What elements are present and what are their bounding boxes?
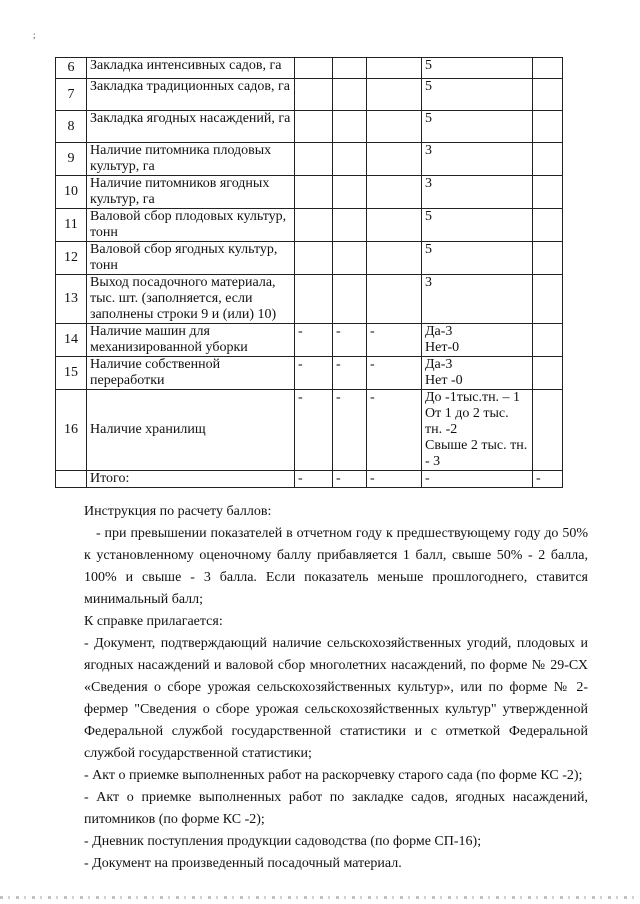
row-value-c2: - xyxy=(333,357,367,390)
instruction-title: Инструкция по расчету баллов: xyxy=(84,504,272,519)
row-score: 5 xyxy=(422,242,533,275)
row-number xyxy=(56,471,87,488)
row-value-c3 xyxy=(367,275,422,324)
row-number: 11 xyxy=(56,209,87,242)
row-value-c2 xyxy=(333,58,367,79)
row-score: 5 xyxy=(422,58,533,79)
table-row xyxy=(56,242,563,275)
table-row xyxy=(56,58,563,79)
row-value-c3: - xyxy=(367,324,422,357)
row-value-c5 xyxy=(533,242,563,275)
row-number: 9 xyxy=(56,143,87,176)
instruction-body: - при превышении показателей в отчетном году к предшествующему году до 50% к установленному оценочному баллу прибавляется 1 балл, свыше 50% - 2 балла, 100% и свыше - 3 балла. Если показатель меньше прошлогоднего, ставится минимальный балл; xyxy=(84,526,588,607)
row-indicator: Валовой сбор ягодных культур, тонн xyxy=(87,242,295,275)
row-value-c2 xyxy=(333,143,367,176)
row-value-c5 xyxy=(533,58,563,79)
row-value-c1 xyxy=(295,58,333,79)
row-value-c2 xyxy=(333,111,367,143)
row-value-c5 xyxy=(533,143,563,176)
table-row xyxy=(56,111,563,143)
row-indicator: Наличие собственной переработки xyxy=(87,357,295,390)
row-value-c5 xyxy=(533,111,563,143)
row-score: 3 xyxy=(422,143,533,176)
row-score: Да-3 Нет-0 xyxy=(422,324,533,357)
row-value-c1 xyxy=(295,209,333,242)
row-value-c1 xyxy=(295,79,333,111)
row-value-c1: - xyxy=(295,324,333,357)
row-value-c1: - xyxy=(295,390,333,471)
table-row xyxy=(56,143,563,176)
attachment-item: - Документ на произведенный посадочный материал. xyxy=(84,856,402,871)
attachments-title: К справке прилагается: xyxy=(84,614,223,629)
row-value-c3 xyxy=(367,209,422,242)
row-indicator: Наличие питомников ягодных культур, га xyxy=(87,176,295,209)
row-score: 5 xyxy=(422,111,533,143)
row-indicator: Наличие машин для механизированной уборки xyxy=(87,324,295,357)
table-row xyxy=(56,471,563,488)
row-value-c1 xyxy=(295,176,333,209)
row-value-c2: - xyxy=(333,324,367,357)
row-value-c1: - xyxy=(295,471,333,488)
row-value-c3 xyxy=(367,176,422,209)
row-number: 15 xyxy=(56,357,87,390)
instruction-block xyxy=(84,501,588,611)
row-value-c5 xyxy=(533,390,563,471)
table-row xyxy=(56,176,563,209)
row-value-c2 xyxy=(333,176,367,209)
row-indicator: Выход посадочного материала, тыс. шт. (заполняется, если заполнены строки 9 и (или) 10) xyxy=(87,275,295,324)
row-value-c5 xyxy=(533,357,563,390)
row-score: Да-3 Нет -0 xyxy=(422,357,533,390)
row-value-c5: - xyxy=(533,471,563,488)
row-value-c2: - xyxy=(333,390,367,471)
row-value-c3: - xyxy=(367,357,422,390)
row-value-c3 xyxy=(367,143,422,176)
row-value-c5 xyxy=(533,275,563,324)
row-number: 13 xyxy=(56,275,87,324)
table-row xyxy=(56,357,563,390)
attachment-item: - Акт о приемке выполненных работ по закладке садов, ягодных насаждений, питомников (по форме КС -2); xyxy=(84,790,588,827)
row-score: 5 xyxy=(422,209,533,242)
table-row xyxy=(56,390,563,471)
row-indicator: Итого: xyxy=(87,471,295,488)
attachment-item: - Дневник поступления продукции садоводства (по форме СП-16); xyxy=(84,834,482,849)
row-number: 6 xyxy=(56,58,87,79)
row-indicator: Закладка интенсивных садов, га xyxy=(87,58,295,79)
attachments-block xyxy=(84,611,588,875)
scan-noise xyxy=(0,896,640,899)
table-row xyxy=(56,275,563,324)
row-value-c2: - xyxy=(333,471,367,488)
row-number: 10 xyxy=(56,176,87,209)
row-score: 5 xyxy=(422,79,533,111)
row-number: 12 xyxy=(56,242,87,275)
row-value-c3 xyxy=(367,79,422,111)
row-value-c3 xyxy=(367,58,422,79)
row-number: 16 xyxy=(56,390,87,471)
attachment-item: - Акт о приемке выполненных работ на раскорчевку старого сада (по форме КС -2); xyxy=(84,768,583,783)
row-value-c1 xyxy=(295,143,333,176)
row-value-c5 xyxy=(533,176,563,209)
row-value-c2 xyxy=(333,79,367,111)
row-value-c1 xyxy=(295,242,333,275)
row-indicator: Валовой сбор плодовых культур, тонн xyxy=(87,209,295,242)
row-indicator: Наличие питомника плодовых культур, га xyxy=(87,143,295,176)
row-indicator: Закладка ягодных насаждений, га xyxy=(87,111,295,143)
row-number: 8 xyxy=(56,111,87,143)
row-value-c1: - xyxy=(295,357,333,390)
corner-mark: ; xyxy=(33,30,36,40)
row-value-c3: - xyxy=(367,390,422,471)
row-indicator: Закладка традиционных садов, га xyxy=(87,79,295,111)
row-value-c2 xyxy=(333,242,367,275)
row-indicator: Наличие хранилищ xyxy=(87,390,295,471)
row-value-c3 xyxy=(367,242,422,275)
row-score: До -1тыс.тн. – 1 От 1 до 2 тыс. тн. -2 Свыше 2 тыс. тн. - 3 xyxy=(422,390,533,471)
criteria-table xyxy=(55,57,563,488)
table-row xyxy=(56,209,563,242)
row-value-c3: - xyxy=(367,471,422,488)
row-value-c2 xyxy=(333,275,367,324)
row-value-c5 xyxy=(533,209,563,242)
row-value-c5 xyxy=(533,324,563,357)
row-value-c1 xyxy=(295,275,333,324)
row-score: 3 xyxy=(422,176,533,209)
table-row xyxy=(56,324,563,357)
row-value-c1 xyxy=(295,111,333,143)
row-number: 7 xyxy=(56,79,87,111)
row-value-c2 xyxy=(333,209,367,242)
row-number: 14 xyxy=(56,324,87,357)
row-score: - xyxy=(422,471,533,488)
row-value-c5 xyxy=(533,79,563,111)
row-value-c3 xyxy=(367,111,422,143)
table-row xyxy=(56,79,563,111)
row-score: 3 xyxy=(422,275,533,324)
attachment-item: - Документ, подтверждающий наличие сельскохозяйственных угодий, плодовых и ягодных насаждений и валовой сбор многолетних насаждений, по форме № 29-СХ «Сведения о сборе урожая сельскохозяйственных культур», или по форме № 2-фермер "Сведения о сборе урожая сельскохозяйственных культур" утвержденной Федеральной службой государственной статистики и с отметкой Федеральной службой государственной статистики; xyxy=(84,636,588,761)
